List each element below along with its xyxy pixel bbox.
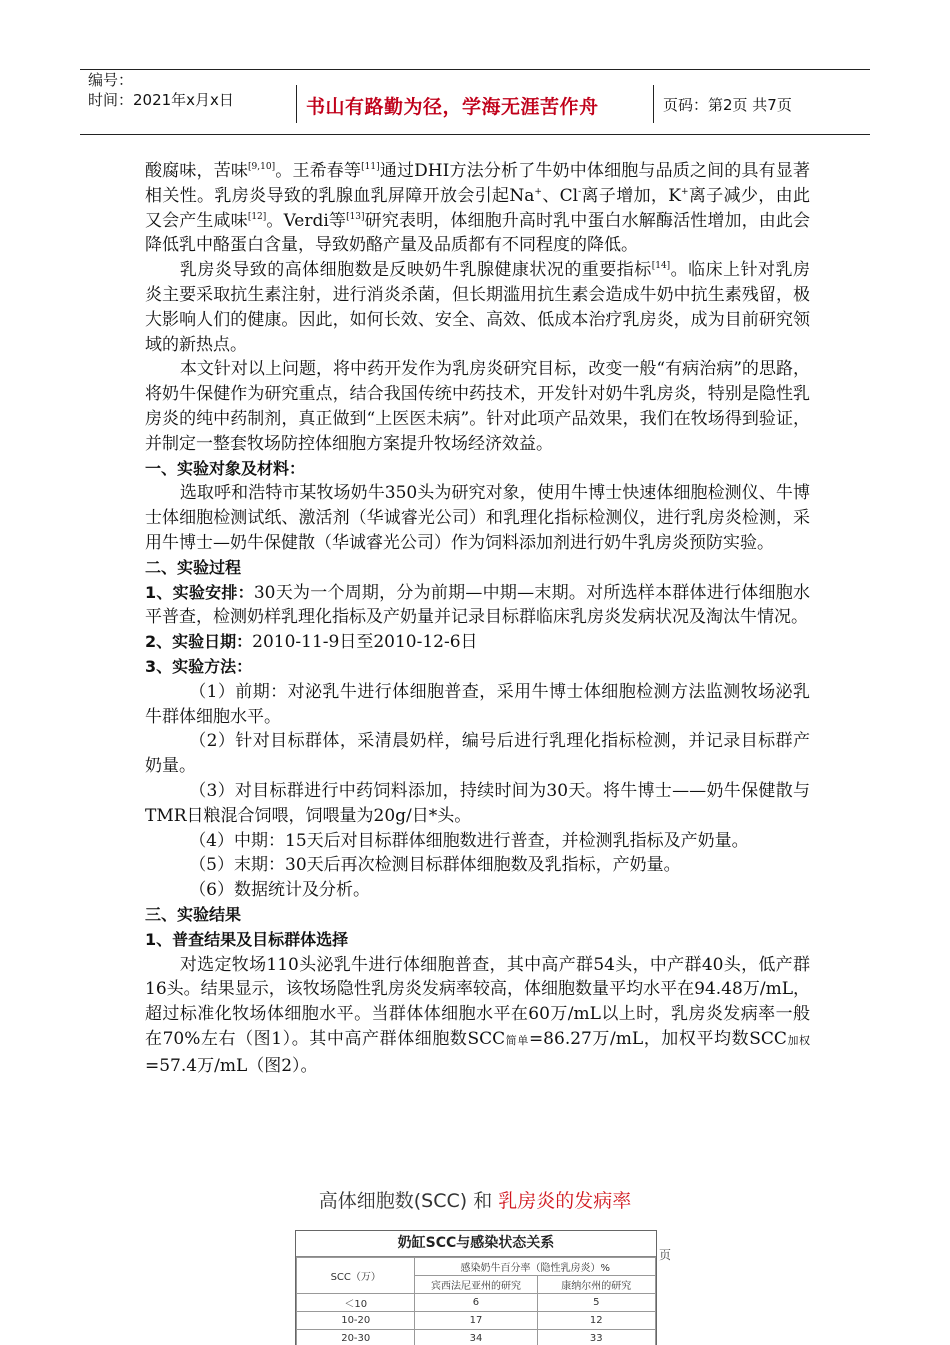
scc-infection-table — [295, 1230, 657, 1345]
paragraph: 酸腐味，苦味[9,10]。王希春等[11]通过DHI方法分析了牛奶中体细胞与品质之间的具有显著相关性。乳房炎导致的乳腺血乳屏障开放会引起Na+、Cl-离子增加，K+离子减少，由此又会产生咸味[12]。Verdi等[13]研究表明，体细胞升高时乳中蛋白水解酶活性增加，由此会降低乳中酪蛋白含量，导致奶酪产量及品质都有不同程度的降低。 — [145, 159, 810, 258]
cell-study-a: 17 — [415, 1312, 537, 1330]
table-header-row — [297, 1258, 656, 1276]
data-table — [296, 1257, 656, 1345]
section-heading: 三、实验结果 — [145, 903, 810, 928]
cell-study-a: 6 — [415, 1294, 537, 1312]
header-divider — [296, 85, 297, 123]
cell-scc: 20-30 — [297, 1330, 415, 1345]
method-step: （2）针对目标群体，采清晨奶样，编号后进行乳理化指标检测，并记录目标群产奶量。 — [145, 729, 810, 779]
header-time-label: 时间：2021年x月x日 — [88, 90, 234, 110]
table-row — [297, 1330, 656, 1345]
header-number-label: 编号： — [88, 70, 234, 90]
paragraph: 选取呼和浩特市某牧场奶牛350头为研究对象，使用牛博士快速体细胞检测仪、牛博士体细胞检测试纸、激活剂（华诚睿光公司）和乳理化指标检测仪，进行乳房炎检测，采用牛博士—奶牛保健散（华诚睿光公司）作为饲料添加剂进行奶牛乳房炎预防实验。 — [145, 481, 810, 555]
col-header-study-b: 康纳尔州的研究 — [537, 1276, 655, 1294]
cell-study-b: 12 — [537, 1312, 655, 1330]
figure-title-main: 高体细胞数(SCC) 和 — [319, 1190, 492, 1212]
header-divider — [653, 85, 654, 123]
method-step: （1）前期：对泌乳牛进行体细胞普查，采用牛博士体细胞检测方法监测牧场泌乳牛群体细胞水平。 — [145, 680, 810, 730]
subsection-heading: 1、普查结果及目标群体选择 — [145, 928, 810, 953]
header-bottom-rule — [80, 134, 870, 135]
paragraph: 对选定牧场110头泌乳牛进行体细胞普查，其中高产群54头，中产群40头，低产群16头。结果显示，该牧场隐性乳房炎发病率较高，体细胞数量平均水平在94.48万/mL，超过标准化牧场体细胞水平。当群体体细胞水平在60万/mL以上时，乳房炎发病率一般在70%左右（图1）。其中高产群体细胞数SCC简单=86.27万/mL，加权平均数SCC加权=57.4万/mL（图2）。 — [145, 953, 810, 1079]
cell-study-b: 5 — [537, 1294, 655, 1312]
cell-scc: ＜10 — [297, 1294, 415, 1312]
col-header-scc: SCC（万） — [297, 1258, 415, 1294]
col-header-study-a: 宾西法尼亚州的研究 — [415, 1276, 537, 1294]
section-heading: 二、实验过程 — [145, 556, 810, 581]
figure-title — [200, 1186, 750, 1213]
paragraph: 本文针对以上问题，将中药开发作为乳房炎研究目标，改变一般“有病治病”的思路，将奶牛保健作为研究重点，结合我国传统中药技术，开发针对奶牛乳房炎，特别是隐性乳房炎的纯中药制剂，真正做到“上医医未病”。针对此项产品效果，我们在牧场得到验证，并制定一整套牧场防控体细胞方案提升牧场经济效益。 — [145, 357, 810, 456]
cell-study-a: 34 — [415, 1330, 537, 1345]
cell-scc: 10-20 — [297, 1312, 415, 1330]
header-meta — [88, 70, 234, 110]
method-step: （3）对目标群进行中药饲料添加，持续时间为30天。将牛博士——奶牛保健散与TMR日粮混合饲喂，饲喂量为20g/日*头。 — [145, 779, 810, 829]
method-step: （5）末期：30天后再次检测目标群体细胞数及乳指标，产奶量。 — [145, 853, 810, 878]
section-heading: 一、实验对象及材料： — [145, 457, 810, 482]
paragraph: 1、实验安排：30天为一个周期，分为前期—中期—末期。对所选样本群体进行体细胞水平普查，检测奶样乳理化指标及产奶量并记录目标群临床乳房炎发病状况及淘汰牛情况。 — [145, 581, 810, 631]
paragraph: 2、实验日期：2010-11-9日至2010-12-6日 — [145, 630, 810, 655]
table-title: 奶缸SCC与感染状态关系 — [296, 1231, 656, 1257]
table-row — [297, 1312, 656, 1330]
header-page-info: 页码：第2页 共7页 — [663, 94, 792, 115]
method-step: （4）中期：15天后对目标群体细胞数进行普查，并检测乳指标及产奶量。 — [145, 829, 810, 854]
margin-page-char: 页 — [659, 1246, 671, 1263]
figure-title-highlight: 乳房炎的发病率 — [498, 1190, 631, 1212]
header-motto: 书山有路勤为径，学海无涯苦作舟 — [306, 92, 599, 119]
document-body — [145, 159, 810, 1078]
method-step: （6）数据统计及分析。 — [145, 878, 810, 903]
paragraph: 3、实验方法： — [145, 655, 810, 680]
cell-study-b: 33 — [537, 1330, 655, 1345]
paragraph: 乳房炎导致的高体细胞数是反映奶牛乳腺健康状况的重要指标[14]。临床上针对乳房炎主要采取抗生素注射，进行消炎杀菌，但长期滥用抗生素会造成牛奶中抗生素残留，极大影响人们的健康。因此，如何长效、安全、高效、低成本治疗乳房炎，成为目前研究领域的新热点。 — [145, 258, 810, 357]
table-row — [297, 1294, 656, 1312]
col-header-group: 感染奶牛百分率（隐性乳房炎）% — [415, 1258, 656, 1276]
